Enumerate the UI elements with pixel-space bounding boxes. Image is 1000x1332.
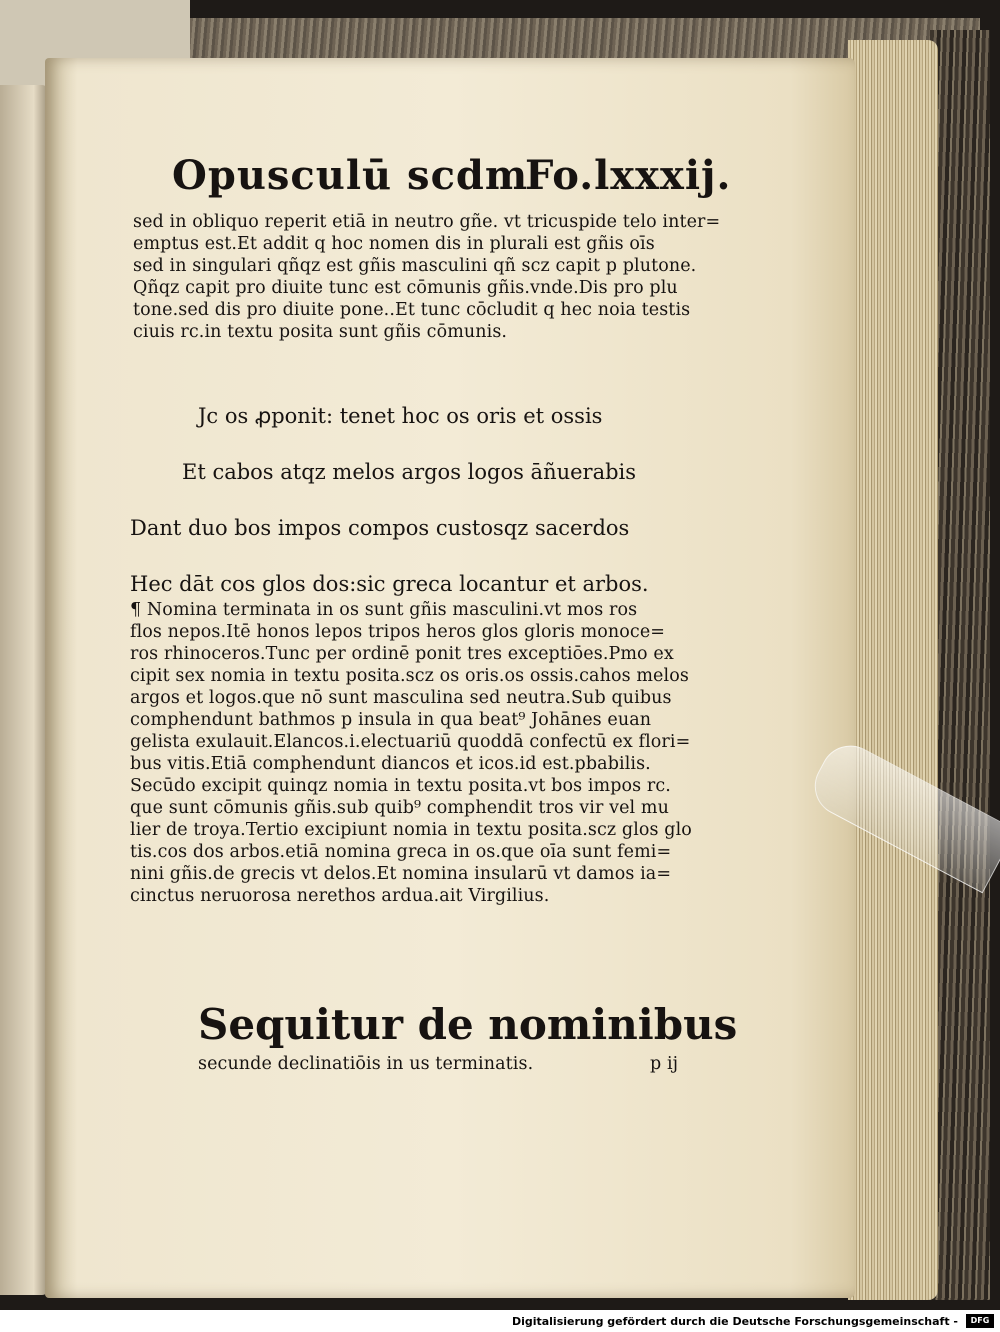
commentary-line: Qñqz capit pro diuite tunc est cōmunis gñis.vnde.Dis pro plu (133, 278, 678, 298)
signature-mark: p ij (650, 1054, 679, 1074)
commentary-line: ros rhinoceros.Tunc per ordinē ponit tres exceptiōes.Pmo ex (130, 644, 674, 664)
commentary-line: lier de troya.Tertio excipiunt nomia in textu posita.scz glos glo (130, 820, 692, 840)
commentary-line: que sunt cōmunis gñis.sub quib⁹ comphendit tros vir vel mu (130, 798, 669, 818)
commentary-line: bus vitis.Etiā comphendunt diancos et icos.id est.pbabilis. (130, 754, 651, 774)
commentary-line: Secūdo excipit quinqz nomia in textu posita.vt bos impos rc. (130, 776, 671, 796)
page-fore-edge (848, 40, 938, 1300)
section-subtitle: secunde declinatiōis in us terminatis. (198, 1054, 534, 1074)
commentary-line: ¶ Nomina terminata in os sunt gñis masculini.vt mos ros (130, 600, 638, 620)
commentary-line: sed in singulari qñqz est gñis masculini qñ scz capit p plutone. (133, 256, 697, 276)
commentary-line: ciuis rc.in textu posita sunt gñis cōmunis. (133, 322, 508, 342)
verse-line: Et cabos atqz melos argos logos āñuerabis (182, 460, 637, 484)
commentary-line: emptus est.Et addit q hoc nomen dis in plurali est gñis oīs (133, 234, 655, 254)
verse-line: Hec dāt cos glos dos:sic greca locantur et arbos. (130, 572, 649, 596)
commentary-line: gelista exulauit.Elancos.i.electuariū quoddā confectū ex flori= (130, 732, 691, 752)
digitization-footer (0, 1310, 1000, 1332)
commentary-line: tis.cos dos arbos.etiā nomina greca in os.que oīa sunt femi= (130, 842, 672, 862)
commentary-line: argos et logos.que nō sunt masculina sed neutra.Sub quibus (130, 688, 672, 708)
verse-line: Jc os ꝓponit: tenet hoc os oris et ossis (198, 404, 603, 428)
commentary-line: cinctus neruorosa nerethos ardua.ait Virgilius. (130, 886, 550, 906)
folio-number: Fo.lxxxij. (525, 152, 732, 199)
dfg-logo: DFG (966, 1314, 994, 1328)
footer-credit: Digitalisierung gefördert durch die Deutsche Forschungsgemeinschaft - (511, 1315, 958, 1328)
commentary-line: nini gñis.de grecis vt delos.Et nomina insularū vt damos ia= (130, 864, 672, 884)
commentary-line: cipit sex nomia in textu posita.scz os oris.os ossis.cahos melos (130, 666, 689, 686)
running-title: Opusculū scdm (172, 152, 529, 199)
commentary-line: tone.sed dis pro diuite pone..Et tunc cōcludit q hec noia testis (133, 300, 691, 320)
commentary-line: sed in obliquo reperit etiā in neutro gñe. vt tricuspide telo inter= (133, 212, 721, 232)
section-heading: Sequitur de nominibus (198, 1000, 738, 1049)
left-page-edge (0, 85, 48, 1295)
book-cover-right (930, 30, 990, 1300)
commentary-line: comphendunt bathmos p insula in qua beat⁹ Johānes euan (130, 710, 652, 730)
commentary-line: flos nepos.Itē honos lepos tripos heros glos gloris monoce= (130, 622, 666, 642)
verse-line: Dant duo bos impos compos custosqz sacerdos (130, 516, 630, 540)
